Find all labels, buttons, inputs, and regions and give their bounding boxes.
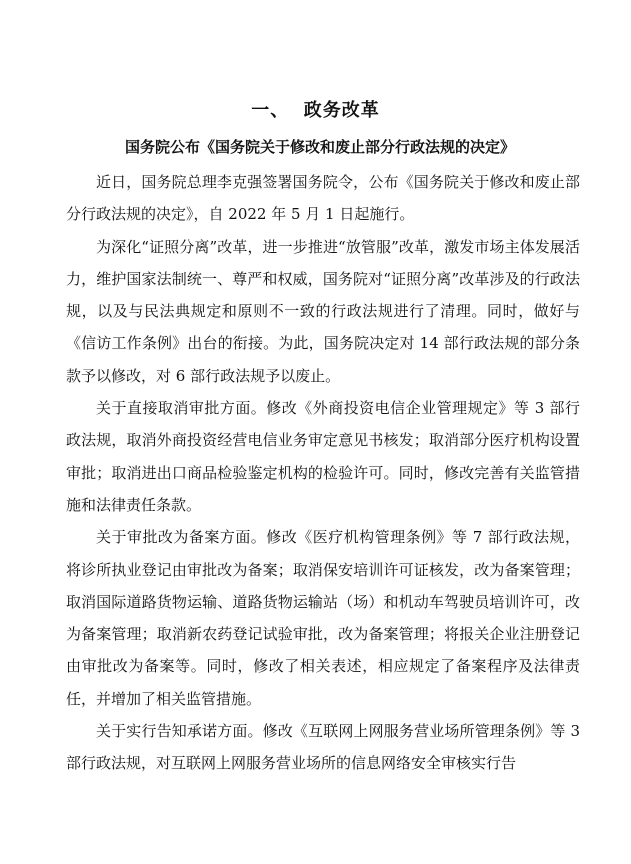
paragraph: 为深化“证照分离”改革，进一步推进“放管服”改革，激发市场主体发展活力，维护国家法制统一、尊严和权威，国务院对“证照分离”改革涉及的行政法规，以及与民法典规定和原则不一致的行政法规进行了清理。同时，做好与《信访工作条例》出台的衔接。为此，国务院决定对 14 部行政法规的部分条款予以修改，对 6 部行政法规予以废止。 [66,237,580,385]
paragraph: 近日，国务院总理李克强签署国务院令，公布《国务院关于修改和废止部分行政法规的决定》，自 2022 年 5 月 1 日起施行。 [66,173,580,224]
paragraph: 关于直接取消审批方面。修改《外商投资电信企业管理规定》等 3 部行政法规，取消外商投资经营电信业务审定意见书核发；取消部分医疗机构设置审批；取消进出口商品检验鉴定机构的检验许可。同时，修改完善有关监管措施和法律责任条款。 [66,399,580,514]
article-body [66,166,580,780]
paragraph: 关于审批改为备案方面。修改《医疗机构管理条例》等 7 部行政法规，将诊所执业登记由审批改为备案；取消保安培训许可证核发，改为备案管理；取消国际道路货物运输、道路货物运输站（场）和机动车驾驶员培训许可，改为备案管理；取消新农药登记试验审批，改为备案管理；将报关企业注册登记由审批改为备案等。同时，修改了相关表述，相应规定了备案程序及法律责任，并增加了相关监管措施。 [66,528,580,708]
article-title: 国务院公布《国务院关于修改和废止部分行政法规的决定》 [124,138,515,156]
section-heading: 一、 政务改革 [251,100,380,121]
paragraph: 关于实行告知承诺方面。修改《互联网上网服务营业场所管理条例》等 3 部行政法规，对互联网上网服务营业场所的信息网络安全审核实行告 [66,722,580,773]
